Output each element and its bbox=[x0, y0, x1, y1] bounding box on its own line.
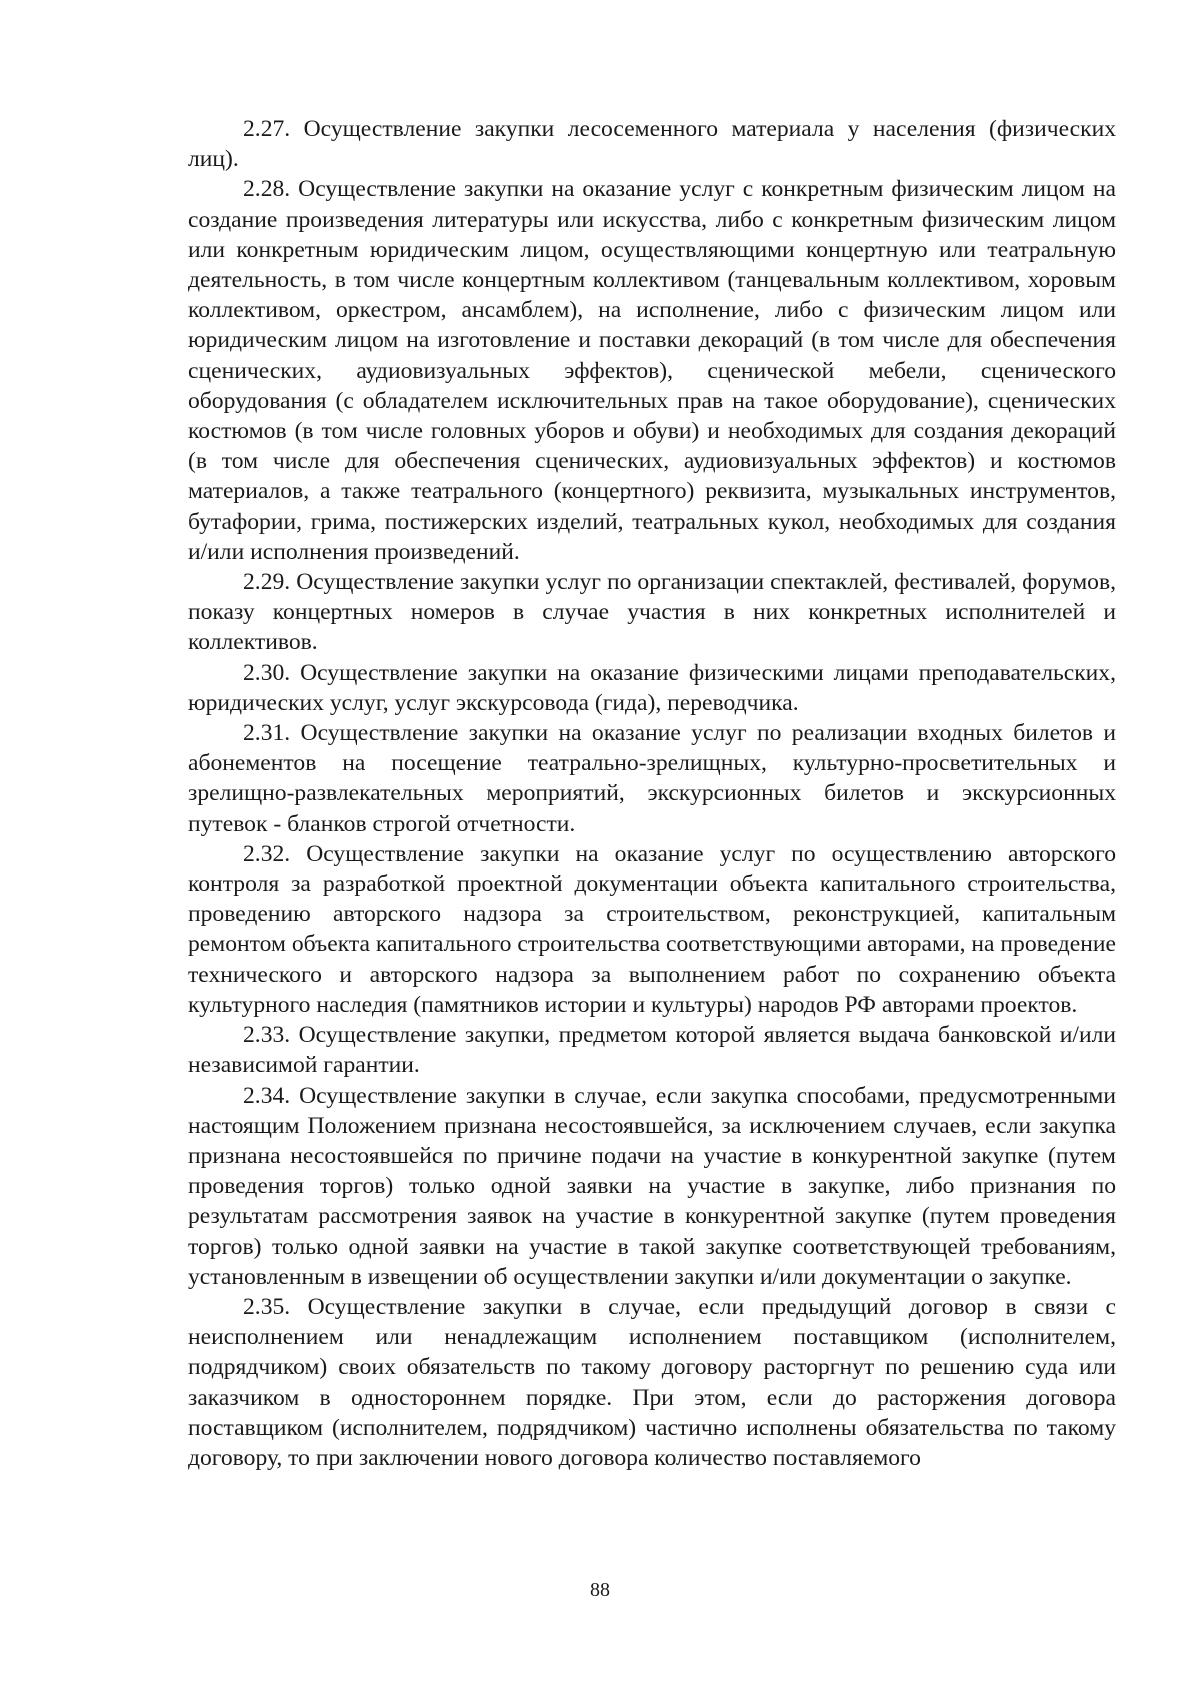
clause-2-27: 2.27. Осуществление закупки лесосеменного материала у населения (физических лиц). bbox=[188, 116, 1116, 173]
clause-2-33: 2.33. Осуществление закупки, предметом которой является выдача банковской и/или независимой гарантии. bbox=[188, 1022, 1116, 1079]
clause-2-32: 2.32. Осуществление закупки на оказание услуг по осуществлению авторского контроля за разработкой проектной документации объекта капитального строительства, проведению авторского надзора за строительством, реконструкцией, капитальным ремонтом объекта капитального строительства соответствующими авторами, на проведение технического и авторского надзора за выполнением работ по сохранению объекта культурного наследия (памятников истории и культуры) народов РФ авторами проектов. bbox=[188, 840, 1116, 1018]
page-number: 88 bbox=[590, 1579, 610, 1601]
document-body bbox=[188, 114, 1116, 1473]
clause-2-31: 2.31. Осуществление закупки на оказание услуг по реализации входных билетов и абонементов на посещение театрально-зрелищных, культурно-просветительных и зрелищно-развлекательных мероприятий, экскурсионных билетов и экскурсионных путевок - бланков строгой отчетности. bbox=[188, 720, 1116, 837]
clause-2-28: 2.28. Осуществление закупки на оказание услуг с конкретным физическим лицом на создание произведения литературы или искусства, либо с конкретным физическим лицом или конкретным юридическим лицом, осуществляющими концертную или театральную деятельность, в том числе концертным коллективом (танцевальным коллективом, хоровым коллективом, оркестром, ансамблем), на исполнение, либо с физическим лицом или юридическим лицом на изготовление и поставки декораций (в том числе для обеспечения сценических, аудиовизуальных эффектов), сценической мебели, сценического оборудования (с обладателем исключительных прав на такое оборудование), сценических костюмов (в том числе головных уборов и обуви) и необходимых для создания декораций (в том числе для обеспечения сценических, аудиовизуальных эффектов) и костюмов материалов, а также театрального (концертного) реквизита, музыкальных инструментов, бутафории, грима, постижерских изделий, театральных кукол, необходимых для создания и/или исполнения произведений. bbox=[188, 176, 1116, 565]
clause-2-29: 2.29. Осуществление закупки услуг по организации спектаклей, фестивалей, форумов, показу концертных номеров в случае участия в них конкретных исполнителей и коллективов. bbox=[188, 569, 1116, 656]
clause-2-34: 2.34. Осуществление закупки в случае, если закупка способами, предусмотренными настоящим Положением признана несостоявшейся, за исключением случаев, если закупка признана несостоявшейся по причине подачи на участие в конкурентной закупке (путем проведения торгов) только одной заявки на участие в закупке, либо признания по результатам рассмотрения заявок на участие в конкурентной закупке (путем проведения торгов) только одной заявки на участие в такой закупке соответствующей требованиям, установленным в извещении об осуществлении закупки и/или документации о закупке. bbox=[188, 1082, 1116, 1290]
clause-2-30: 2.30. Осуществление закупки на оказание физическими лицами преподавательских, юридических услуг, услуг экскурсовода (гида), переводчика. bbox=[188, 659, 1116, 716]
clause-2-35: 2.35. Осуществление закупки в случае, если предыдущий договор в связи с неисполнением или ненадлежащим исполнением поставщиком (исполнителем, подрядчиком) своих обязательств по такому договору расторгнут по решению суда или заказчиком в одностороннем порядке. При этом, если до расторжения договора поставщиком (исполнителем, подрядчиком) частично исполнены обязательства по такому договору, то при заключении нового договора количество поставляемого bbox=[188, 1293, 1116, 1471]
